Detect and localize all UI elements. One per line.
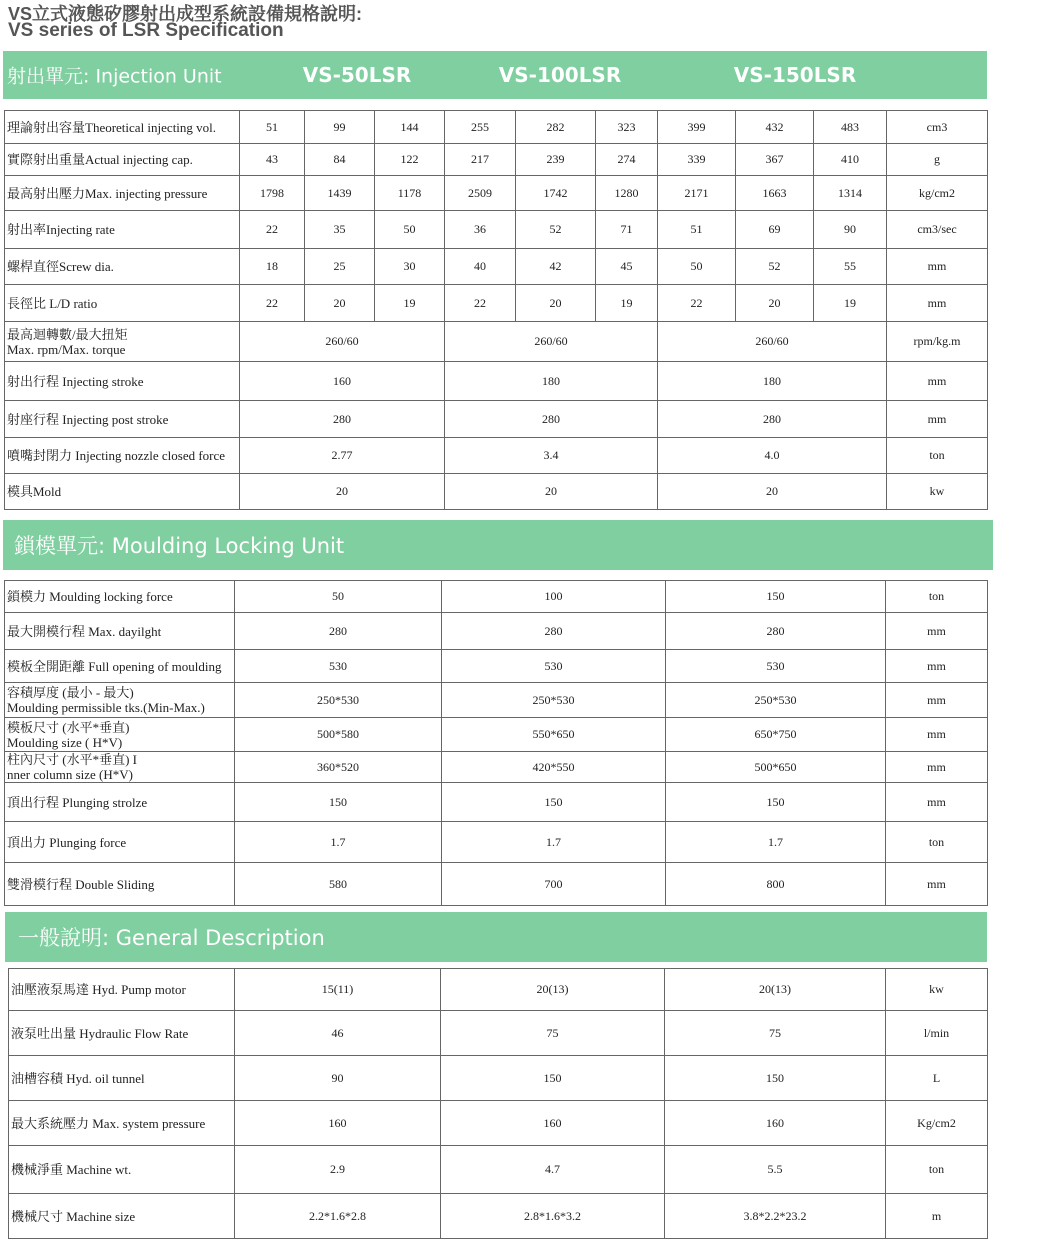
value-cell: 99 [305,111,375,144]
value-cell: 1663 [736,176,814,211]
unit-cell: l/min [886,1011,988,1056]
row-label [5,474,240,510]
model-vs-150lsr: VS-150LSR [733,63,857,87]
row-label-line: 長徑比 L/D ratio [7,295,98,311]
unit-cell: cm3/sec [887,211,988,249]
row-label-line: 噴嘴封閉力 Injecting nozzle closed force [7,448,226,463]
unit-cell: mm [887,401,988,438]
unit-cell: ton [887,438,988,474]
value-cell: 239 [516,144,596,176]
value-cell: 20 [445,474,658,510]
row-label-line: Max. rpm/Max. torque [7,341,126,357]
unit-cell: mm [886,863,988,906]
value-cell: 4.7 [441,1146,665,1194]
unit-cell: mm [886,613,988,650]
table-row [5,211,988,249]
unit-cell: mm [886,683,988,718]
row-label-line: Moulding permissible tks.(Min-Max.) [7,700,205,715]
value-cell: 51 [658,211,736,249]
value-cell: 69 [736,211,814,249]
value-cell: 1798 [240,176,305,211]
value-cell: 500*650 [666,752,886,783]
value-cell: 30 [375,249,445,285]
unit-cell: mm [887,285,988,322]
value-cell: 45 [596,249,658,285]
value-cell: 20 [658,474,887,510]
row-label-line: 機械尺寸 Machine size [11,1208,136,1224]
value-cell: 5.5 [665,1146,886,1194]
unit-cell: mm [886,718,988,752]
row-label-line: 最大開模行程 Max. dayilght [7,623,162,639]
row-label [5,144,240,176]
value-cell: 1742 [516,176,596,211]
row-label-line: 模板尺寸 (水平*垂直) [7,719,130,735]
value-cell: 260/60 [240,322,445,362]
value-cell: 530 [235,650,442,683]
unit-cell: mm [887,249,988,285]
row-label-line: 最高迴轉數/最大扭矩 [7,326,128,342]
row-label [5,581,235,613]
value-cell: 150 [666,581,886,613]
unit-cell: ton [886,581,988,613]
value-cell: 530 [442,650,666,683]
table-row [5,176,988,211]
value-cell: 20(13) [441,969,665,1011]
value-cell: 800 [666,863,886,906]
value-cell: 1280 [596,176,658,211]
value-cell: 71 [596,211,658,249]
row-label-line: 最大系統壓力 Max. system pressure [11,1115,206,1131]
value-cell: 282 [516,111,596,144]
row-label [9,969,235,1011]
value-cell: 1.7 [442,822,666,863]
value-cell: 144 [375,111,445,144]
table-row [5,650,988,683]
value-cell: 280 [445,401,658,438]
value-cell: 43 [240,144,305,176]
value-cell: 1178 [375,176,445,211]
value-cell: 2.2*1.6*2.8 [235,1194,441,1239]
row-label [9,1101,235,1146]
row-label-line: 容積厚度 (最小 - 最大) [7,685,134,700]
row-label-line: 鎖模力 Moulding locking force [7,589,173,604]
value-cell: 19 [596,285,658,322]
value-cell: 50 [235,581,442,613]
unit-cell: kg/cm2 [887,176,988,211]
unit-cell: kw [887,474,988,510]
value-cell: 20 [516,285,596,322]
table-row [5,581,988,613]
value-cell: 1439 [305,176,375,211]
unit-cell: m [886,1194,988,1239]
value-cell: 3.8*2.2*23.2 [665,1194,886,1239]
value-cell: 20 [240,474,445,510]
row-label-line: 螺桿直徑Screw dia. [7,259,114,274]
value-cell: 1.7 [235,822,442,863]
value-cell: 2.8*1.6*3.2 [441,1194,665,1239]
value-cell: 483 [814,111,887,144]
value-cell: 18 [240,249,305,285]
unit-cell: mm [886,752,988,783]
value-cell: 52 [516,211,596,249]
value-cell: 410 [814,144,887,176]
title-chinese: VS立式液態矽膠射出成型系統設備規格說明: [8,4,363,24]
value-cell: 180 [658,362,887,401]
row-label-line: 理論射出容量Theoretical injecting vol. [7,119,217,135]
value-cell: 580 [235,863,442,906]
value-cell: 22 [445,285,516,322]
value-cell: 35 [305,211,375,249]
row-label [5,111,240,144]
table-row [5,401,988,438]
value-cell: 530 [666,650,886,683]
table-row [9,1056,988,1101]
table-row [5,783,988,822]
row-label [9,1056,235,1101]
value-cell: 75 [441,1011,665,1056]
row-label [5,822,235,863]
row-label-line: 機械淨重 Machine wt. [11,1162,132,1177]
unit-cell: mm [887,362,988,401]
value-cell: 360*520 [235,752,442,783]
value-cell: 100 [442,581,666,613]
row-label [5,176,240,211]
value-cell: 1.7 [666,822,886,863]
injection-unit-header [3,51,987,99]
value-cell: 75 [665,1011,886,1056]
row-label [5,718,235,752]
table-row [5,111,988,144]
table-row [5,249,988,285]
value-cell: 51 [240,111,305,144]
value-cell: 650*750 [666,718,886,752]
value-cell: 4.0 [658,438,887,474]
table-row [5,474,988,510]
value-cell: 19 [814,285,887,322]
value-cell: 399 [658,111,736,144]
value-cell: 19 [375,285,445,322]
table-row [9,969,988,1011]
value-cell: 150 [666,783,886,822]
value-cell: 339 [658,144,736,176]
row-label [5,401,240,438]
value-cell: 160 [235,1101,441,1146]
model-vs-100lsr: VS-100LSR [498,63,622,87]
value-cell: 280 [235,613,442,650]
unit-cell: kw [886,969,988,1011]
row-label [5,683,235,718]
unit-cell: mm [886,650,988,683]
row-label [5,211,240,249]
row-label-line: 模板全開距離 Full opening of moulding [7,658,222,674]
row-label-line: 油壓液泵馬達 Hyd. Pump motor [11,982,186,997]
unit-cell: mm [886,783,988,822]
table-row [9,1194,988,1239]
value-cell: 250*530 [235,683,442,718]
injection-unit-title: 射出單元: Injection Unit [7,65,222,88]
value-cell: 22 [240,285,305,322]
value-cell: 36 [445,211,516,249]
row-label-line: nner column size (H*V) [7,767,133,782]
value-cell: 150 [235,783,442,822]
value-cell: 160 [240,362,445,401]
row-label [5,613,235,650]
value-cell: 432 [736,111,814,144]
table-row [5,822,988,863]
row-label [5,650,235,683]
value-cell: 280 [666,613,886,650]
value-cell: 84 [305,144,375,176]
value-cell: 160 [441,1101,665,1146]
value-cell: 55 [814,249,887,285]
value-cell: 22 [658,285,736,322]
row-label-line: 射座行程 Injecting post stroke [7,411,169,427]
value-cell: 50 [658,249,736,285]
row-label [5,285,240,322]
value-cell: 250*530 [666,683,886,718]
row-label-line: 模具Mold [7,484,62,499]
row-label [5,752,235,783]
value-cell: 260/60 [658,322,887,362]
row-label [5,362,240,401]
value-cell: 15(11) [235,969,441,1011]
unit-cell: L [886,1056,988,1101]
table-row [5,863,988,906]
value-cell: 3.4 [445,438,658,474]
general-description-title: 一般說明: General Description [18,926,325,950]
value-cell: 150 [441,1056,665,1101]
value-cell: 25 [305,249,375,285]
value-cell: 1314 [814,176,887,211]
table-row [5,613,988,650]
row-label-line: 實際射出重量Actual injecting cap. [7,152,193,167]
row-label [5,783,235,822]
locking-unit-title: 鎖模單元: Moulding Locking Unit [14,534,345,558]
value-cell: 367 [736,144,814,176]
locking-unit-header [3,520,993,570]
value-cell: 260/60 [445,322,658,362]
table-row [9,1101,988,1146]
table-row [9,1011,988,1056]
unit-cell: ton [886,1146,988,1194]
row-label-line: 頂出行程 Plunging strolze [7,794,148,810]
value-cell: 20(13) [665,969,886,1011]
general-description-header [5,912,987,962]
value-cell: 280 [442,613,666,650]
value-cell: 180 [445,362,658,401]
value-cell: 150 [442,783,666,822]
row-label-line: 最高射出壓力Max. injecting pressure [7,185,208,201]
value-cell: 2509 [445,176,516,211]
row-label-line: 雙滑模行程 Double Sliding [7,876,155,892]
value-cell: 500*580 [235,718,442,752]
row-label-line: 柱內尺寸 (水平*垂直) I [7,752,137,767]
row-label-line: 頂出力 Plunging force [7,834,127,850]
value-cell: 274 [596,144,658,176]
value-cell: 90 [814,211,887,249]
value-cell: 217 [445,144,516,176]
value-cell: 122 [375,144,445,176]
value-cell: 280 [240,401,445,438]
table-row [5,752,988,783]
title-english: VS series of LSR Specification [8,20,284,41]
value-cell: 280 [658,401,887,438]
row-label [5,249,240,285]
value-cell: 20 [736,285,814,322]
value-cell: 46 [235,1011,441,1056]
row-label-line: 射出率Injecting rate [7,222,115,237]
value-cell: 255 [445,111,516,144]
value-cell: 52 [736,249,814,285]
value-cell: 42 [516,249,596,285]
value-cell: 323 [596,111,658,144]
value-cell: 420*550 [442,752,666,783]
locking-unit-table [4,580,988,906]
value-cell: 2.9 [235,1146,441,1194]
row-label [9,1194,235,1239]
unit-cell: cm3 [887,111,988,144]
unit-cell: Kg/cm2 [886,1101,988,1146]
value-cell: 700 [442,863,666,906]
row-label [9,1011,235,1056]
unit-cell: rpm/kg.m [887,322,988,362]
value-cell: 2.77 [240,438,445,474]
table-row [9,1146,988,1194]
table-row [5,285,988,322]
unit-cell: g [887,144,988,176]
row-label [5,863,235,906]
unit-cell: ton [886,822,988,863]
value-cell: 160 [665,1101,886,1146]
model-vs-50lsr: VS-50LSR [302,63,412,87]
row-label-line: 油槽容積 Hyd. oil tunnel [11,1070,145,1086]
value-cell: 2171 [658,176,736,211]
row-label-line: 射出行程 Injecting stroke [7,373,144,389]
value-cell: 550*650 [442,718,666,752]
value-cell: 90 [235,1056,441,1101]
table-row [5,322,988,362]
table-row [5,362,988,401]
value-cell: 50 [375,211,445,249]
value-cell: 250*530 [442,683,666,718]
table-row [5,718,988,752]
general-description-table [8,968,988,1239]
row-label-line: 液泵吐出量 Hydraulic Flow Rate [11,1025,189,1041]
table-row [5,144,988,176]
row-label [5,438,240,474]
table-row [5,683,988,718]
row-label [5,322,240,362]
value-cell: 150 [665,1056,886,1101]
row-label [9,1146,235,1194]
value-cell: 20 [305,285,375,322]
row-label-line: Moulding size ( H*V) [7,734,123,750]
value-cell: 40 [445,249,516,285]
value-cell: 22 [240,211,305,249]
injection-unit-table [4,110,988,510]
table-row [5,438,988,474]
